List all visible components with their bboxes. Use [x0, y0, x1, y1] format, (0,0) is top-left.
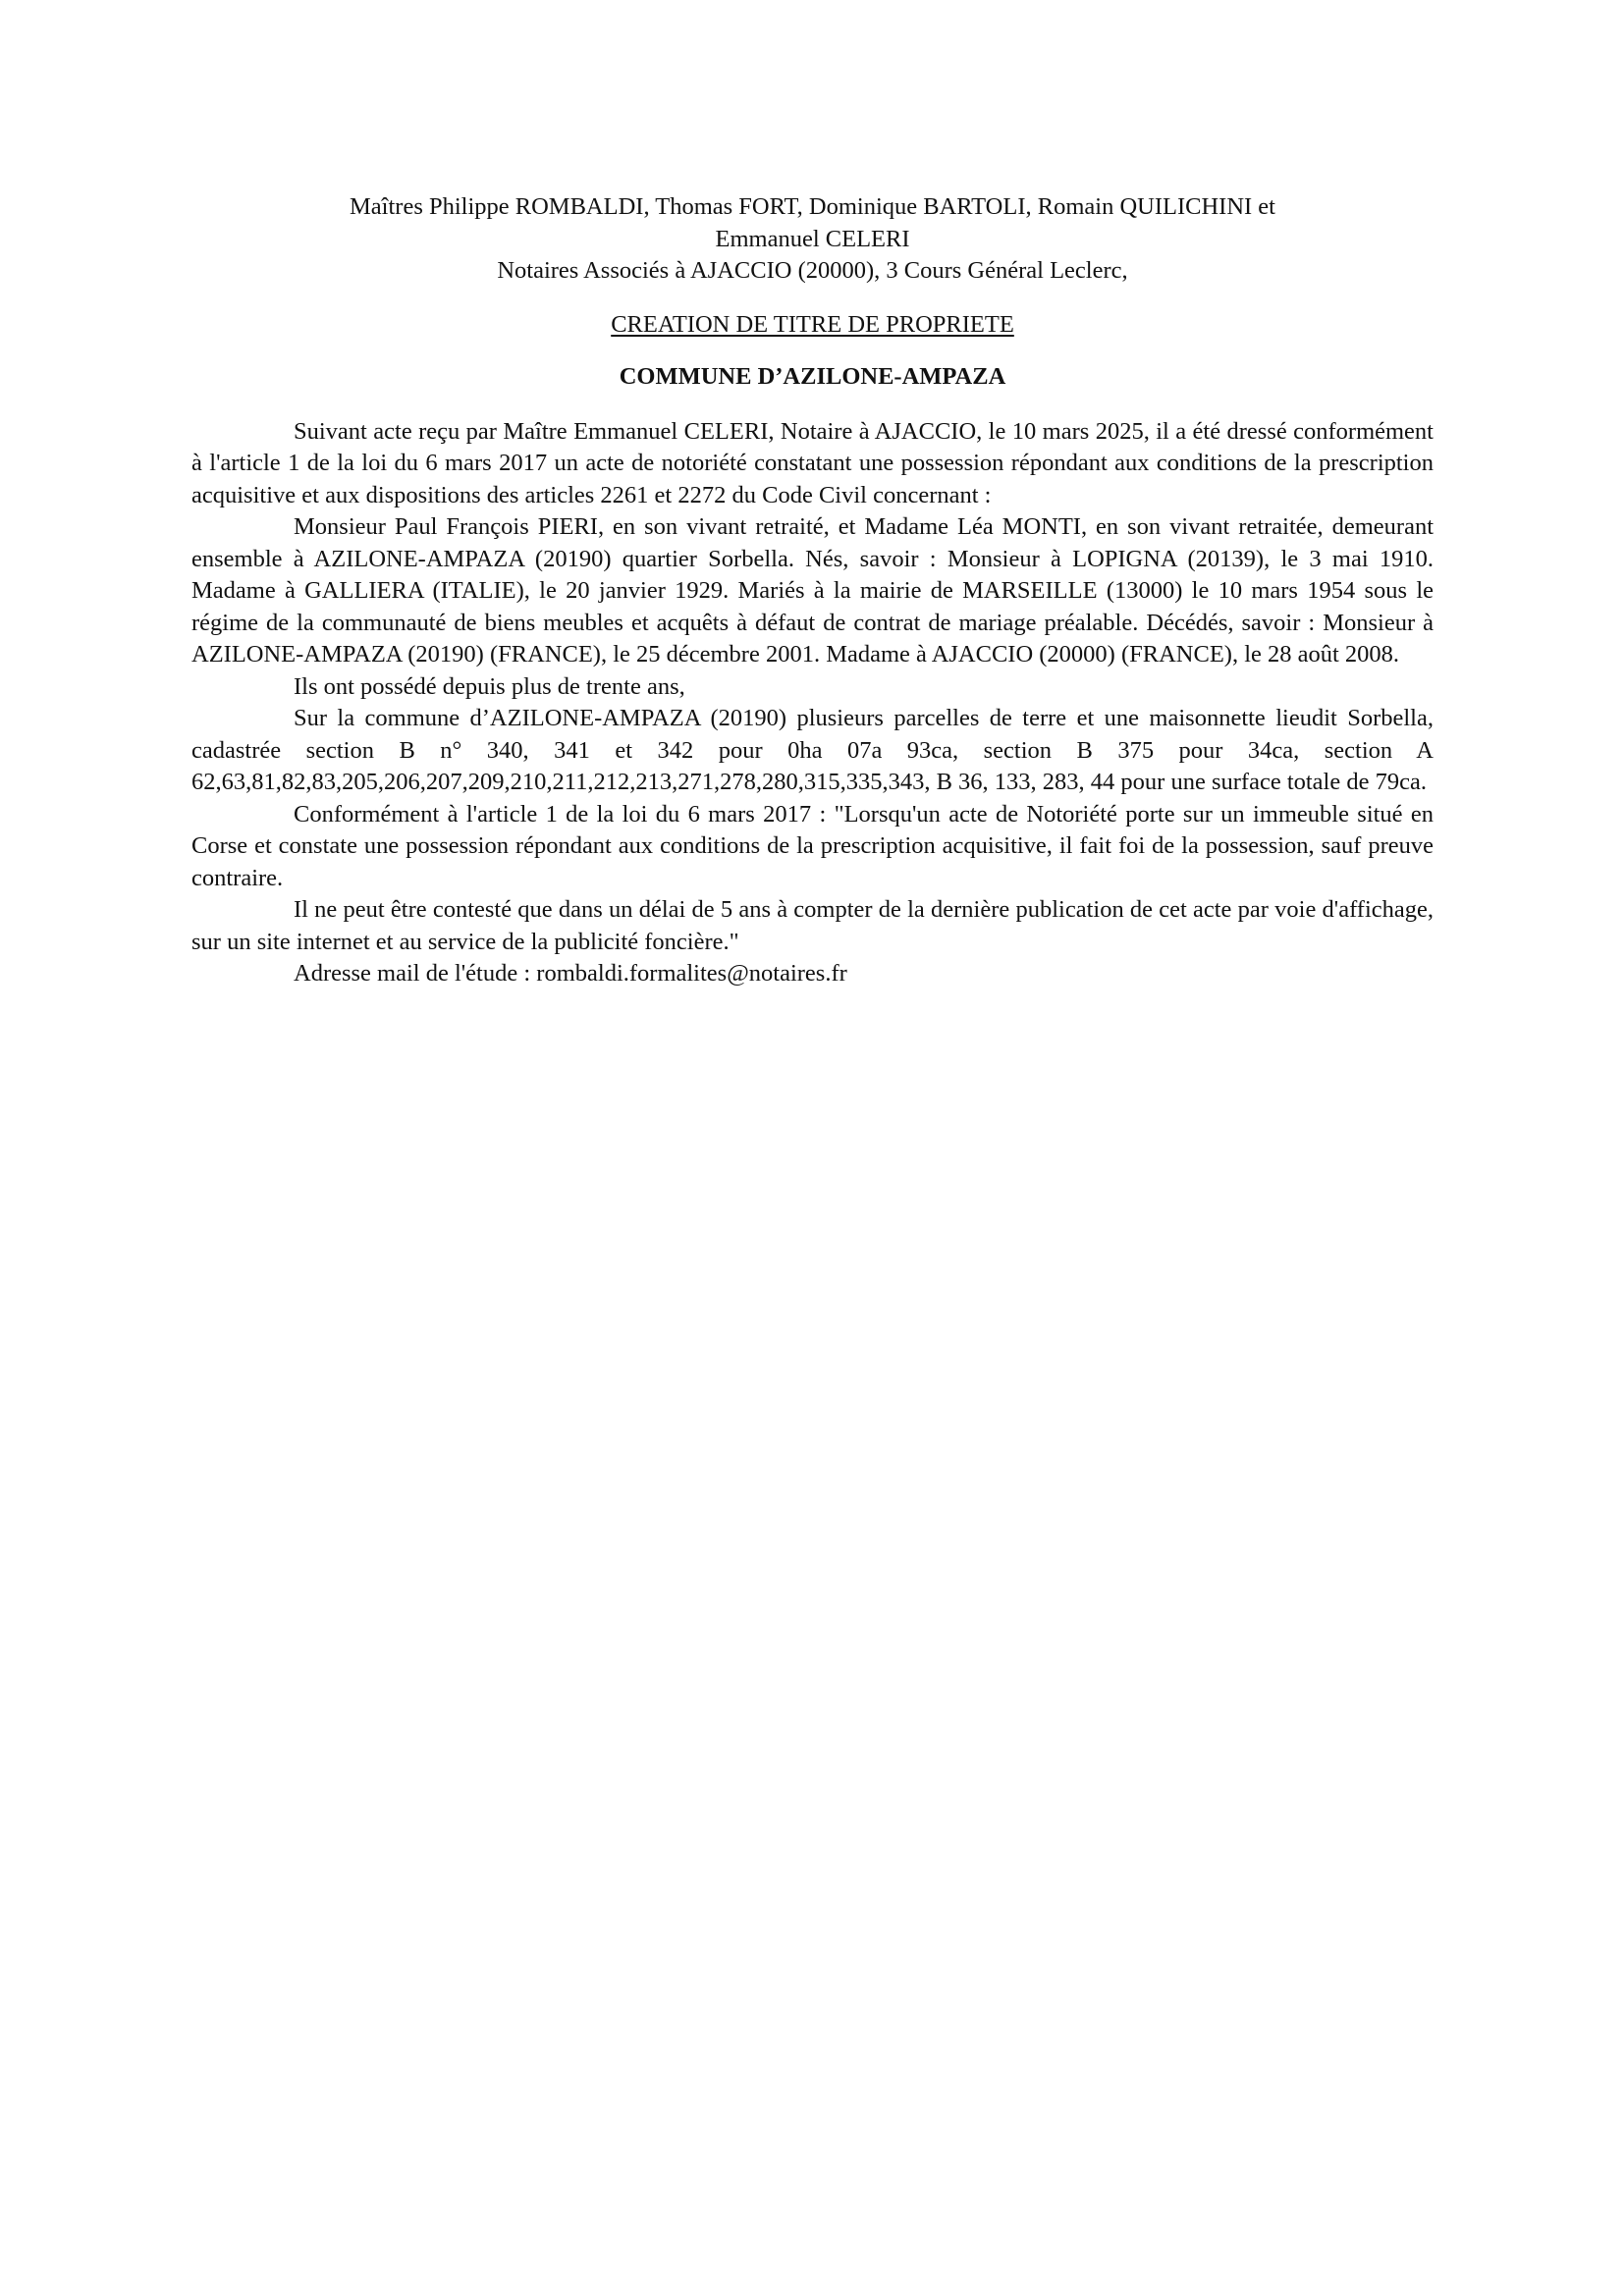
commune-heading: COMMUNE D’AZILONE-AMPAZA [619, 363, 1006, 390]
paragraph-persons: Monsieur Paul François PIERI, en son vivant retraité, et Madame Léa MONTI, en son vivant retraitée, demeurant ensemble à AZILONE-AMPAZA (20190) quartier Sorbella. Nés, savoir : Monsieur à LOPIGNA (20139), le 3 mai 1910. Madame à GALLIERA (ITALIE), le 20 janvier 1929. Mariés à la mairie de MARSEILLE (13000) le 10 mars 1954 sous le régime de la communauté de biens meubles et acquêts à défaut de contrat de mariage préalable. Décédés, savoir : Monsieur à AZILONE-AMPAZA (20190) (FRANCE), le 25 décembre 2001. Madame à AJACCIO (20000) (FRANCE), le 28 août 2008. [191, 513, 1434, 667]
paragraph-acte: Suivant acte reçu par Maître Emmanuel CELERI, Notaire à AJACCIO, le 10 mars 2025, il a été dressé conformément à l'article 1 de la loi du 6 mars 2017 un acte de notoriété constatant une possession répondant aux conditions de la prescription acquisitive et aux dispositions des articles 2261 et 2272 du Code Civil concernant : [191, 417, 1434, 508]
notary-header [191, 191, 1434, 288]
paragraph-contest-delay: Il ne peut être contesté que dans un délai de 5 ans à compter de la dernière publication de cet acte par voie d'affichage, sur un site internet et au service de la publicité foncière." [191, 896, 1434, 955]
notary-names-line: Maîtres Philippe ROMBALDI, Thomas FORT, Dominique BARTOLI, Romain QUILICHINI et [350, 193, 1275, 220]
paragraph-contact-email: Adresse mail de l'étude : rombaldi.formalites@notaires.fr [294, 960, 847, 987]
paragraph-parcels: Sur la commune d’AZILONE-AMPAZA (20190) plusieurs parcelles de terre et une maisonnette lieudit Sorbella, cadastrée section B n° 340, 341 et 342 pour 0ha 07a 93ca, section B 375 pour 34ca, section A 62,63,81,82,83,205,206,207,209,210,211,212,213,271,278,280,315,335,343, B 36, 133, 283, 44 pour une surface totale de 79ca. [191, 705, 1434, 795]
paragraph-possession: Ils ont possédé depuis plus de trente ans, [294, 672, 685, 700]
notary-office-address: Notaires Associés à AJACCIO (20000), 3 Cours Général Leclerc, [497, 257, 1128, 284]
document-body [191, 416, 1434, 990]
notary-names-line-2: Emmanuel CELERI [715, 225, 910, 252]
document-content [191, 191, 1434, 990]
document-title: CREATION DE TITRE DE PROPRIETE [611, 310, 1014, 338]
paragraph-law-quote: Conformément à l'article 1 de la loi du 6 mars 2017 : "Lorsqu'un acte de Notoriété porte sur un immeuble situé en Corse et constate une possession répondant aux conditions de la prescription acquisitive, il fait foi de la possession, sauf preuve contraire. [191, 800, 1434, 891]
